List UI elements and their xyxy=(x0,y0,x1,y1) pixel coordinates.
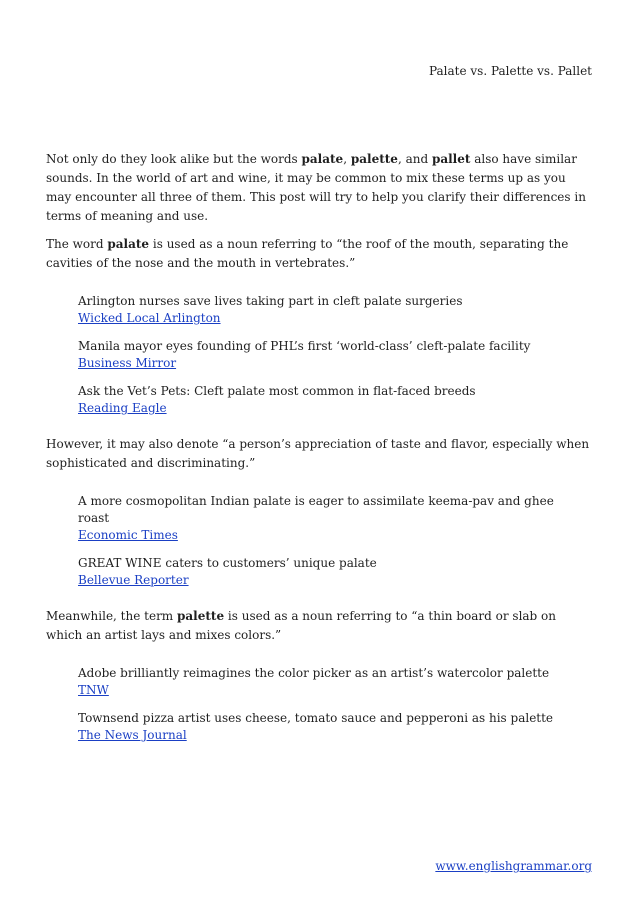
example-headline: Manila mayor eyes founding of PHL’s first ‘world-class’ cleft-palate facility xyxy=(78,339,531,353)
example-item xyxy=(78,338,558,372)
definition-palate-taste-paragraph: However, it may also denote “a person’s appreciation of taste and flavor, especially when sophisticated and discriminating.” xyxy=(46,437,590,470)
footer-website-link[interactable]: www.englishgrammar.org xyxy=(435,859,592,873)
example-item xyxy=(78,710,558,744)
term-palate: palate xyxy=(301,152,344,166)
article-body xyxy=(46,150,594,762)
term-palate: palate xyxy=(107,237,150,251)
example-source-link[interactable]: The News Journal xyxy=(78,728,187,742)
example-source-link[interactable]: Wicked Local Arlington xyxy=(78,311,221,325)
example-headline: Adobe brilliantly reimagines the color picker as an artist’s watercolor palette xyxy=(78,666,550,680)
term-pallet: pallet xyxy=(431,152,471,166)
definition-palette-paragraph: Meanwhile, the term palette is used as a noun referring to “a thin board or slab on which an artist lays and mixes colors.” xyxy=(46,609,557,642)
page-title: Palate vs. Palette vs. Pallet xyxy=(428,64,592,78)
intro-paragraph: Not only do they look alike but the words palate, palette, and pallet also have similar sounds. In the world of art and wine, it may be common to mix these terms up as you may encounter all three of them. This post will try to help you clarify their differences in terms of meaning and use. xyxy=(46,152,586,223)
example-headline: Ask the Vet’s Pets: Cleft palate most common in flat-faced breeds xyxy=(78,384,476,398)
example-item xyxy=(78,293,558,327)
example-item xyxy=(78,665,558,699)
example-headline: A more cosmopolitan Indian palate is eager to assimilate keema-pav and ghee roast xyxy=(78,494,554,525)
example-headline: GREAT WINE caters to customers’ unique palate xyxy=(78,556,377,570)
example-source-link[interactable]: Reading Eagle xyxy=(78,401,167,415)
term-palette: palette xyxy=(177,609,225,623)
example-item xyxy=(78,555,558,589)
example-source-link[interactable]: Economic Times xyxy=(78,528,178,542)
examples-palate-mouth xyxy=(78,293,558,417)
examples-palette xyxy=(78,665,558,744)
definition-palate-paragraph: The word palate is used as a noun referring to “the roof of the mouth, separating the cavities of the nose and the mouth in vertebrates.” xyxy=(46,237,569,270)
example-item xyxy=(78,383,558,417)
example-item xyxy=(78,493,558,544)
example-headline: Townsend pizza artist uses cheese, tomato sauce and pepperoni as his palette xyxy=(78,711,554,725)
example-source-link[interactable]: Business Mirror xyxy=(78,356,177,370)
examples-palate-taste xyxy=(78,493,558,589)
example-headline: Arlington nurses save lives taking part in cleft palate surgeries xyxy=(78,294,463,308)
example-source-link[interactable]: TNW xyxy=(78,683,109,697)
example-source-link[interactable]: Bellevue Reporter xyxy=(78,573,189,587)
term-palette: palette xyxy=(350,152,398,166)
